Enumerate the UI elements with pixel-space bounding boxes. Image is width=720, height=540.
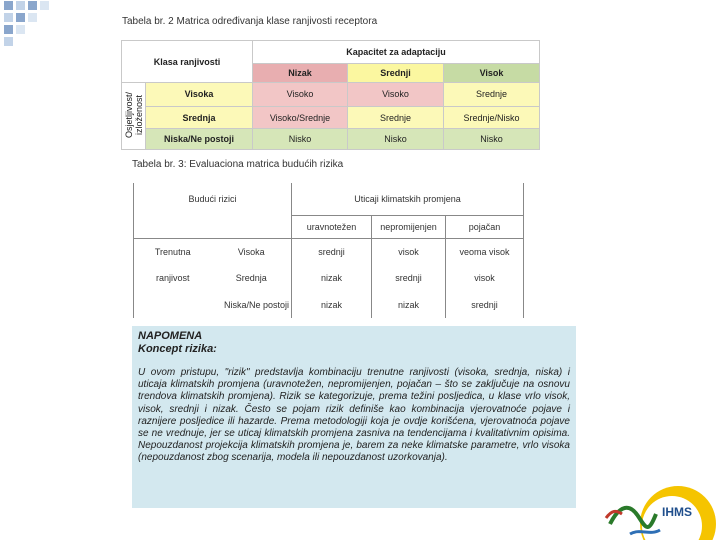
square-decoration <box>16 25 25 34</box>
table2-col-header: Visok <box>444 63 540 83</box>
table3-row-label: Visoka <box>212 238 292 265</box>
logo-text: IHMS <box>662 505 692 519</box>
table3-cell: veoma visok <box>446 238 524 265</box>
table3-row-group-label: Trenutna <box>134 238 212 265</box>
square-decoration <box>28 1 37 10</box>
table3-blank <box>134 216 292 239</box>
table3-col-header: uravnotežen <box>292 216 372 239</box>
table3-cell: nizak <box>292 291 372 318</box>
table2-row-label: Srednja <box>146 106 253 129</box>
risk-evaluation-table <box>133 183 524 318</box>
square-decoration <box>28 13 37 22</box>
table3-caption: Tabela br. 3: Evaluaciona matrica budućih rizika <box>132 159 344 170</box>
square-decoration <box>4 13 13 22</box>
square-decoration <box>16 1 25 10</box>
note-subheading: Koncept rizika: <box>138 343 217 355</box>
table2-cell: Srednje <box>444 83 540 107</box>
table3-blank <box>134 291 212 318</box>
table3-header-left: Budući rizici <box>134 183 292 216</box>
vulnerability-matrix-table <box>121 40 540 150</box>
square-decoration <box>16 13 25 22</box>
table3-cell: nizak <box>292 265 372 292</box>
table3-header-top: Uticaji klimatskih promjena <box>292 183 524 216</box>
square-decoration <box>40 1 49 10</box>
table2-col-header: Srednji <box>348 63 444 83</box>
table3-cell: nizak <box>372 291 446 318</box>
table2-cell: Nisko <box>444 129 540 150</box>
note-body: U ovom pristupu, "rizik" predstavlja kombinaciju trenutne ranjivosti (visoka, srednja, niska) i uticaja klimatskih promjena (uravnotežen, nepromijenjen, pojačan – što se zaključuje na osnovu trendova klimatskih promjena). Rizik se kategorizuje, prema težini posljedica, u klase vrlo visok, visok, srednji i nizak. Često se pojam rizik definiše kao kombinacija vjerovatnoće pojave i raznijere posljedice ili hazarde. Prema metodologiji koja je ovdje korišćena, vjerovatnoća pojave se ne vrednuje, jer se uticaj klimatskih promjena zasniva na tendencijama i kvalitativnim opisima. Nepouzdanost projekcija klimatskih promjena je, barem za neke klimatske parametre, vrlo visoka (nepouzdanost zbog scenarija, modela ili nepouzdanost uzorkovanja). <box>138 367 570 464</box>
table3-col-header: nepromijenjen <box>372 216 446 239</box>
table2-cell: Visoko/Srednje <box>253 106 348 129</box>
table2-col-header: Nizak <box>253 63 348 83</box>
table2-row-label: Visoka <box>146 83 253 107</box>
square-decoration <box>4 37 13 46</box>
note-box <box>132 326 576 508</box>
table3-cell: srednji <box>446 291 524 318</box>
table2-row-group-label <box>122 83 146 150</box>
table3-cell: srednji <box>372 265 446 292</box>
square-decoration <box>4 25 13 34</box>
ihms-logo <box>600 484 720 540</box>
table2-header-left: Klasa ranjivosti <box>122 41 253 83</box>
note-heading: NAPOMENA <box>138 330 203 342</box>
table2-cell: Visoko <box>348 83 444 107</box>
square-decoration <box>4 1 13 10</box>
table2-cell: Nisko <box>253 129 348 150</box>
table3-cell: srednji <box>292 238 372 265</box>
table3-row-group-label: ranjivost <box>134 265 212 292</box>
table3-cell: visok <box>446 265 524 292</box>
table3-row-label: Srednja <box>212 265 292 292</box>
row-group-label-line2: izloženost <box>133 95 144 136</box>
table3-row-label: Niska/Ne postoji <box>212 291 292 318</box>
table2-cell: Nisko <box>348 129 444 150</box>
table2-row-label: Niska/Ne postoji <box>146 129 253 150</box>
table2-caption: Tabela br. 2 Matrica određivanja klase ranjivosti receptora <box>122 16 378 27</box>
table2-cell: Visoko <box>253 83 348 107</box>
table2-cell: Srednje <box>348 106 444 129</box>
table2-cell: Srednje/Nisko <box>444 106 540 129</box>
row-group-label-line1: Osjetljivost/ <box>123 92 134 139</box>
table2-header-top: Kapacitet za adaptaciju <box>253 41 540 64</box>
table3-cell: visok <box>372 238 446 265</box>
table3-col-header: pojačan <box>446 216 524 239</box>
